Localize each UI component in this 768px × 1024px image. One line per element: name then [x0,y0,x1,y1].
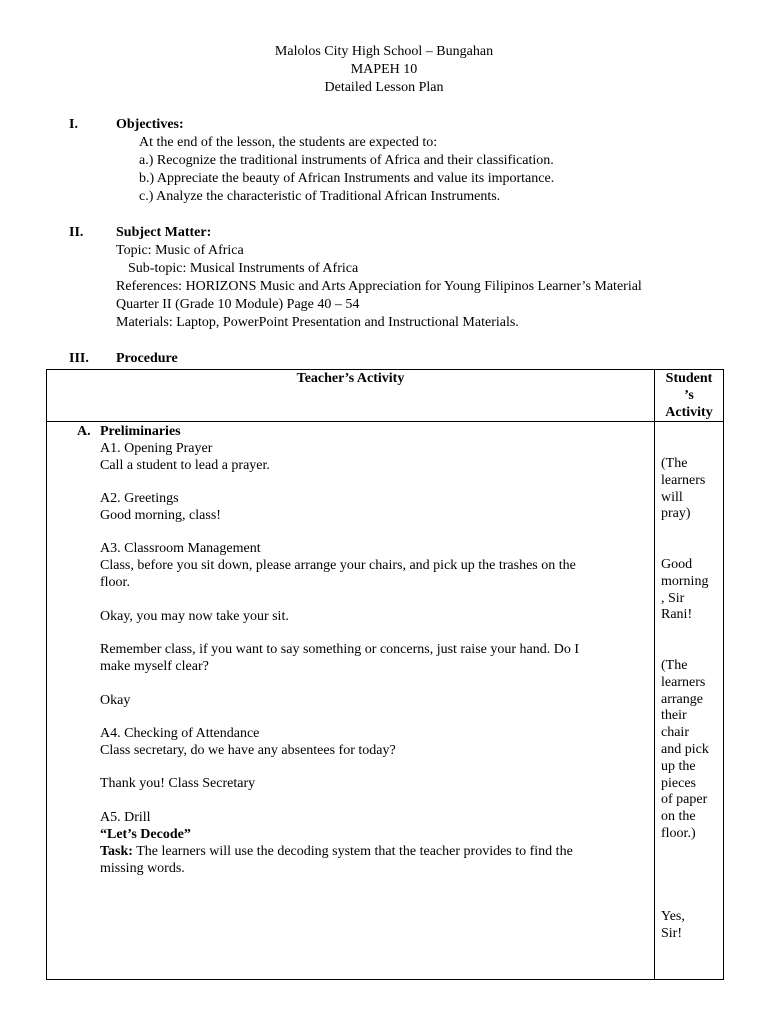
a4-text: Class secretary, do we have any absentees for today? [100,743,396,758]
subject-name: MAPEH 10 [350,62,418,77]
objective-item: b.) Appreciate the beauty of African Instruments and value its importance. [139,171,555,186]
section-number: III. [69,351,89,366]
a5-task [100,843,573,861]
a4-title: A4. Checking of Attendance [100,726,260,741]
objectives-list [139,134,554,206]
student-response-arrange: (The learners arrange their chair and pick up the pieces of paper on the floor.) [661,658,709,841]
topic: Topic: Music of Africa [116,243,244,258]
a1-title: A1. Opening Prayer [100,441,213,456]
objective-item: a.) Recognize the traditional instruments of Africa and their classification. [139,153,554,168]
plan-type: Detailed Lesson Plan [324,80,444,95]
materials: Materials: Laptop, PowerPoint Presentation and Instructional Materials. [116,315,519,330]
student-activity-cell [655,422,724,980]
preliminaries-title: Preliminaries [100,424,181,439]
section-title: Procedure [116,351,178,366]
objectives-intro: At the end of the lesson, the students are expected to: [139,135,438,150]
a3-okay: Okay [100,693,131,708]
student-response-yes: Yes, Sir! [661,909,685,941]
a3-sit: Okay, you may now take your sit. [100,609,289,624]
table-header-row [47,370,724,422]
document-header [0,43,768,97]
a3-text-line2: floor. [100,575,130,590]
objective-item: c.) Analyze the characteristic of Traditional African Instruments. [139,189,501,204]
references-line1: References: HORIZONS Music and Arts Appreciation for Young Filipinos Learner’s Material [116,279,642,294]
a3-remember-line1: Remember class, if you want to say something or concerns, just raise your hand. Do I [100,642,580,657]
subject-matter-details [116,242,642,332]
a1-text: Call a student to lead a prayer. [100,458,270,473]
section-label: A. [77,424,91,439]
section-title: Subject Matter: [116,225,212,240]
section-title: Objectives: [116,117,184,132]
a3-remember-line2: make myself clear? [100,659,209,674]
teacher-activity-cell [47,422,655,980]
section-number: I. [69,117,78,132]
procedure-table [46,369,724,980]
student-response-pray: (The learners will pray) [661,456,706,522]
table-row [47,422,724,980]
section-number: II. [69,225,84,240]
a2-title: A2. Greetings [100,491,179,506]
student-activity-header: Student ’s Activity [655,370,724,422]
a5-title: A5. Drill [100,810,151,825]
task-text: The learners will use the decoding system that the teacher provides to find the [132,844,573,859]
a3-text-line1: Class, before you sit down, please arrange your chairs, and pick up the trashes on the [100,558,576,573]
references-line2: Quarter II (Grade 10 Module) Page 40 – 54 [116,297,360,312]
teacher-activity-header: Teacher’s Activity [47,370,655,422]
subtopic: Sub-topic: Musical Instruments of Africa [128,261,359,276]
a3-title: A3. Classroom Management [100,541,261,556]
a2-text: Good morning, class! [100,508,221,523]
student-response-greeting: Good morning , Sir Rani! [661,557,709,623]
a5-task-line2: missing words. [100,861,185,876]
school-name: Malolos City High School – Bungahan [274,44,494,59]
a4-thanks: Thank you! Class Secretary [100,776,256,791]
task-label: Task: [100,844,133,859]
a5-game-title: “Let’s Decode” [100,827,191,842]
